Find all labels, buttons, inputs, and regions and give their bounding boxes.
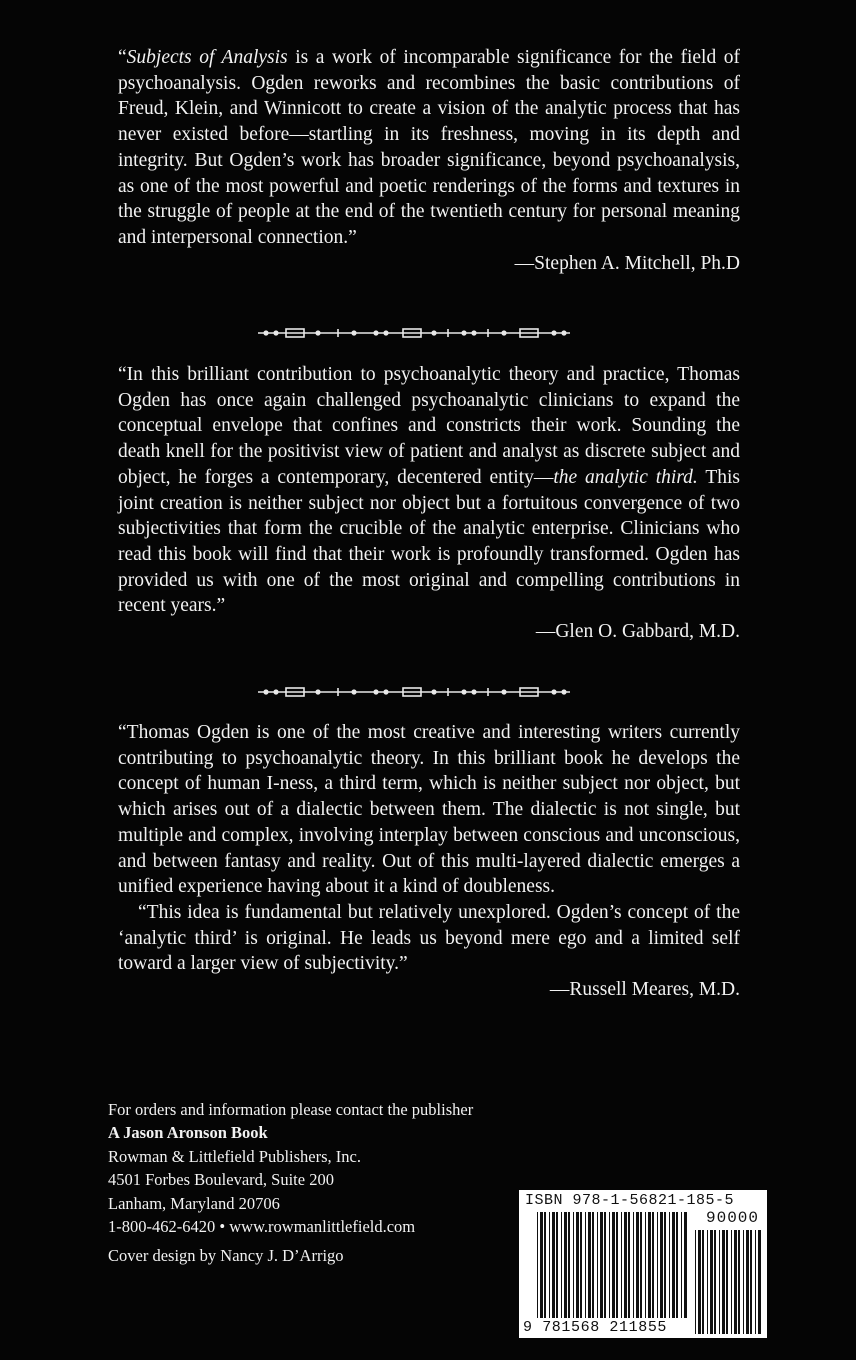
review-gabbard-part1: “In this brilliant contribution to psychoanalytic theory and practice, Thomas Ogden has once again challenged psychoanalytic clinicians to expand the conceptual envelope that confines and constricts their work. Sounding the death knell for the positivist view of patient and analyst as discrete subject and object, he forges a contemporary, decentered entity— <box>118 364 740 488</box>
barcode-bar <box>676 1212 678 1318</box>
review-mitchell-text <box>118 45 740 251</box>
barcode-bar <box>640 1212 642 1318</box>
publisher-address-line-1: 4501 Forbes Boulevard, Suite 200 <box>108 1170 334 1190</box>
barcode-bar <box>568 1212 570 1318</box>
review-meares <box>118 720 740 1003</box>
ean-digits: 9 781568 211855 <box>523 1319 668 1336</box>
barcode-bar <box>573 1212 574 1318</box>
publisher-contact: 1-800-462-6420 • www.rowmanlittlefield.com <box>108 1217 416 1237</box>
ornament-divider-1 <box>258 326 570 340</box>
barcode-bar <box>707 1230 708 1334</box>
review-mitchell <box>118 45 740 276</box>
barcode-bar <box>746 1230 749 1334</box>
review-mitchell-attribution: —Stephen A. Mitchell, Ph.D <box>514 252 740 274</box>
barcode-bar <box>604 1212 606 1318</box>
publisher-imprint: A Jason Aronson Book <box>108 1123 268 1143</box>
ornament-divider-2 <box>258 685 570 699</box>
barcode-bar <box>669 1212 670 1318</box>
barcode-bar <box>758 1230 761 1334</box>
barcode-bar <box>660 1212 663 1318</box>
barcode-bar <box>681 1212 682 1318</box>
barcode-bar <box>580 1212 582 1318</box>
publisher-name: Rowman & Littlefield Publishers, Inc. <box>108 1146 361 1166</box>
review-gabbard-attribution: —Glen O. Gabbard, M.D. <box>535 621 740 643</box>
barcode-bar <box>556 1212 558 1318</box>
barcode-bar <box>540 1212 543 1318</box>
barcode-bar <box>743 1230 744 1334</box>
open-quote: “ <box>118 47 127 68</box>
review-mitchell-body: is a work of incomparable significance for the field of psychoanalysis. Ogden reworks and recombines the basic contributions of Freud, Klein, and Winnicott to create a vision of the analytic process that has never existed before—startling in its freshness, moving in its depth and integrity. But Ogden’s work has broader significance, beyond psychoanalysis, as one of the most powerful and poetic renderings of the forms and textures in the struggle of people at the end of the twentieth century for personal meaning and interpersonal connection.” <box>118 47 740 248</box>
barcode-bar <box>731 1230 732 1334</box>
barcode-bar <box>738 1230 740 1334</box>
publisher-intro: For orders and information please contact the publisher <box>108 1100 474 1119</box>
barcode-bar <box>657 1212 658 1318</box>
barcode-bar <box>734 1230 737 1334</box>
price-code: 90000 <box>705 1209 759 1227</box>
book-title: Subjects of Analysis <box>126 47 288 68</box>
barcode-bar <box>710 1230 713 1334</box>
isbn-barcode <box>519 1190 767 1338</box>
barcode-bar <box>552 1212 555 1318</box>
barcode-bar <box>592 1212 594 1318</box>
barcode-bar <box>561 1212 562 1318</box>
cover-design-credit: Cover design by Nancy J. D’Arrigo <box>108 1246 344 1266</box>
review-meares-attribution: —Russell Meares, M.D. <box>549 979 740 1001</box>
barcode-bar <box>702 1230 704 1334</box>
barcode-bar <box>549 1212 550 1318</box>
review-gabbard-text <box>118 362 740 619</box>
barcode-bar <box>714 1230 716 1334</box>
barcode-bar <box>616 1212 618 1318</box>
barcode-bar <box>544 1212 546 1318</box>
isbn-label: ISBN 978-1-56821-185-5 <box>525 1192 735 1209</box>
publisher-info <box>108 1098 473 1268</box>
review-meares-paragraph-2: “This idea is fundamental but relatively unexplored. Ogden’s concept of the ‘analytic third’ is original. He leads us beyond mere ego and a limited self toward a larger view of subjectivity.” <box>118 901 740 975</box>
barcode-bar <box>695 1230 696 1334</box>
barcode-bar <box>621 1212 622 1318</box>
publisher-address-line-2: Lanham, Maryland 20706 <box>108 1193 280 1213</box>
barcode-bar <box>612 1212 615 1318</box>
barcode-bar <box>698 1230 701 1334</box>
barcode-bar <box>719 1230 720 1334</box>
barcode-bar <box>624 1212 627 1318</box>
barcode-bar <box>537 1212 538 1318</box>
barcode-bar <box>564 1212 567 1318</box>
barcode-bar <box>726 1230 728 1334</box>
barcode-bar <box>750 1230 752 1334</box>
review-gabbard-part2: This joint creation is neither subject nor object but a fortuitous convergence of two subjectivities that form the crucible of the analytic enterprise. Clinicians who read this book will find that their work is profoundly transformed. Ogden has provided us with one of the most original and compelling contributions in recent years.” <box>118 466 740 617</box>
barcode-bar <box>633 1212 634 1318</box>
barcode-bar <box>722 1230 725 1334</box>
barcode-bar <box>588 1212 591 1318</box>
barcode-bar <box>648 1212 651 1318</box>
barcode-bar <box>755 1230 756 1334</box>
barcode-bar <box>652 1212 654 1318</box>
barcode-bar <box>636 1212 639 1318</box>
barcode-bar <box>664 1212 666 1318</box>
barcode-bar <box>576 1212 579 1318</box>
barcode-bar <box>645 1212 646 1318</box>
review-meares-paragraph-1: “Thomas Ogden is one of the most creative and interesting writers currently contributing to psychoanalytic theory. In this brilliant book he develops the concept of human I-ness, a third term, which is neither subject nor object, but which arises out of a dialectic between them. The dialectic is not single, but multiple and complex, involving interplay between conscious and unconscious, and between fantasy and reality. Out of this multi-layered dialectic emerges a unified experience having about it a kind of doubleness. <box>118 722 740 898</box>
barcode-bar <box>609 1212 610 1318</box>
barcode-bar <box>597 1212 598 1318</box>
barcode-bar <box>600 1212 603 1318</box>
analytic-third-term: the analytic third. <box>553 466 698 488</box>
barcode-bar <box>628 1212 630 1318</box>
review-gabbard <box>118 362 740 645</box>
barcode-bar <box>585 1212 586 1318</box>
barcode-bar <box>672 1212 675 1318</box>
barcode-bar <box>684 1212 687 1318</box>
